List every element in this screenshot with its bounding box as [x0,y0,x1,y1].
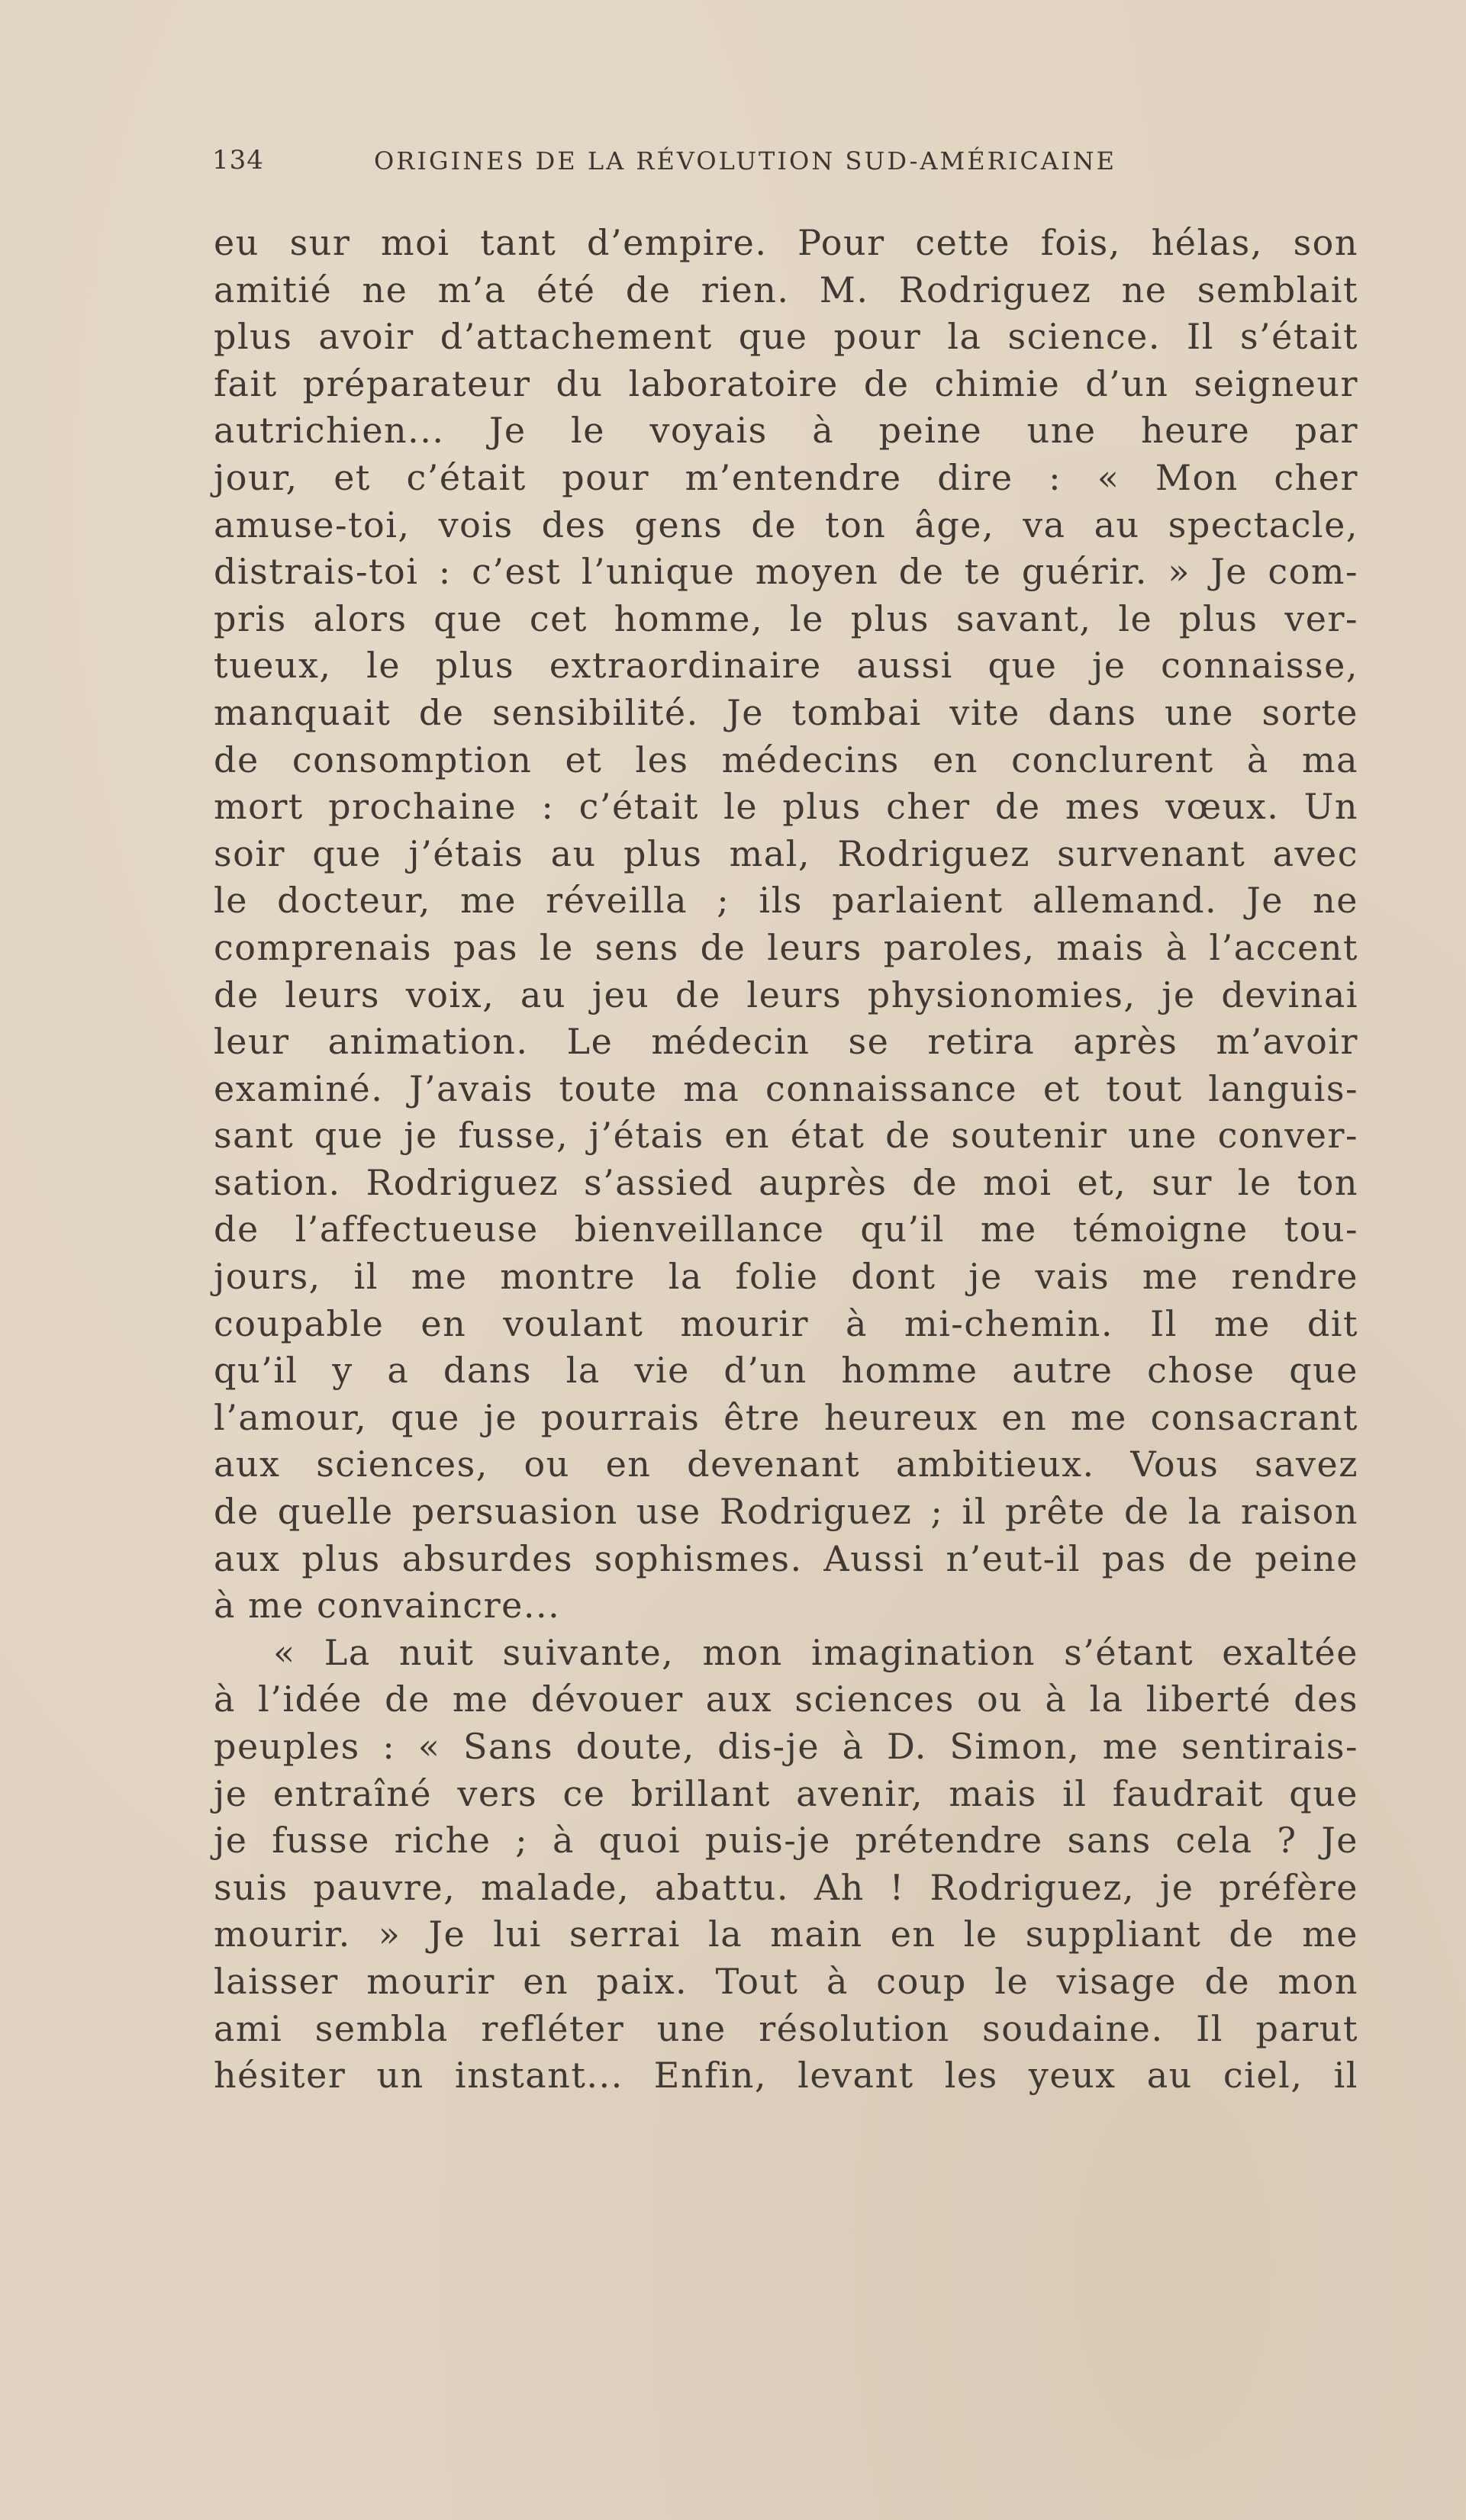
text-line: jours, il me montre la folie dont je vais me rendre [214,1256,1358,1298]
text-line: examiné. J’avais toute ma connaissance et tout languis- [214,1067,1358,1109]
text-line: distrais-toi : c’est l’unique moyen de te guérir. » Je com- [214,551,1358,593]
text-line: à l’idée de me dévouer aux sciences ou à la liberté des [214,1678,1358,1720]
text-line: coupable en voulant mourir à mi-chemin. Il me dit [214,1302,1358,1344]
text-line: peuples : « Sans doute, dis-je à D. Simon, me sentirais- [214,1726,1358,1767]
text-line: de l’affectueuse bienveillance qu’il me témoigne tou- [214,1209,1358,1250]
text-line: de quelle persuasion use Rodriguez ; il prête de la raison [214,1491,1358,1533]
text-line: mourir. » Je lui serrai la main en le suppliant de me [214,1913,1358,1955]
text-line: de consomption et les médecins en conclurent à ma [214,739,1358,780]
text-line: fait préparateur du laboratoire de chimie d’un seigneur [214,362,1358,404]
text-line: plus avoir d’attachement que pour la science. Il s’était [214,316,1358,358]
text-line: autrichien... Je le voyais à peine une heure par [214,410,1358,452]
text-line: l’amour, que je pourrais être heureux en me consacrant [214,1396,1358,1438]
text-line: le docteur, me réveilla ; ils parlaient allemand. Je ne [214,880,1358,922]
text-line: laisser mourir en paix. Tout à coup le visage de mon [214,1960,1358,2002]
text-line: tueux, le plus extraordinaire aussi que je connaisse, [214,645,1358,687]
text-line: ami sembla refléter une résolution soudaine. Il parut [214,2007,1358,2049]
paragraph-end-line: à me convaincre... [214,1585,561,1627]
page-number: 134 [212,145,264,175]
text-line: mort prochaine : c’était le plus cher de mes vœux. Un [214,786,1358,828]
text-line: suis pauvre, malade, abattu. Ah ! Rodriguez, je préfère [214,1866,1358,1908]
text-line: qu’il y a dans la vie d’un homme autre chose que [214,1350,1358,1392]
text-line: eu sur moi tant d’empire. Pour cette fois, hélas, son [214,222,1358,263]
text-line: aux sciences, ou en devenant ambitieux. Vous savez [214,1443,1358,1485]
text-line: leur animation. Le médecin se retira après m’avoir [214,1021,1358,1063]
text-line: hésiter un instant... Enfin, levant les yeux au ciel, il [214,2055,1358,2097]
text-line: jour, et c’était pour m’entendre dire : « Mon cher [214,456,1358,498]
text-line: je entraîné vers ce brillant avenir, mais il faudrait que [214,1772,1358,1814]
text-line: de leurs voix, au jeu de leurs physionomies, je devinai [214,974,1358,1015]
text-line: amuse-toi, vois des gens de ton âge, va au spectacle, [214,504,1358,546]
text-line: sant que je fusse, j’étais en état de soutenir une conver- [214,1115,1358,1157]
text-line: pris alors que cet homme, le plus savant, le plus ver- [214,597,1358,639]
text-line: manquait de sensibilité. Je tombai vite dans une sorte [214,691,1358,733]
page-header [212,145,1296,183]
text-line: comprenais pas le sens de leurs paroles, mais à l’accent [214,926,1358,968]
running-title: ORIGINES DE LA RÉVOLUTION SUD-AMÉRICAINE [374,146,1116,175]
body-text [214,220,1358,2100]
text-line: sation. Rodriguez s’assied auprès de moi et, sur le ton [214,1161,1358,1203]
paragraph-start-line: « La nuit suivante, mon imagination s’étant exaltée [273,1631,1358,1673]
text-line: soir que j’étais au plus mal, Rodriguez survenant avec [214,832,1358,874]
text-line: aux plus absurdes sophismes. Aussi n’eut-il pas de peine [214,1537,1358,1579]
text-line: je fusse riche ; à quoi puis-je prétendre sans cela ? Je [214,1820,1358,1862]
text-line: amitié ne m’a été de rien. M. Rodriguez ne semblait [214,269,1358,311]
